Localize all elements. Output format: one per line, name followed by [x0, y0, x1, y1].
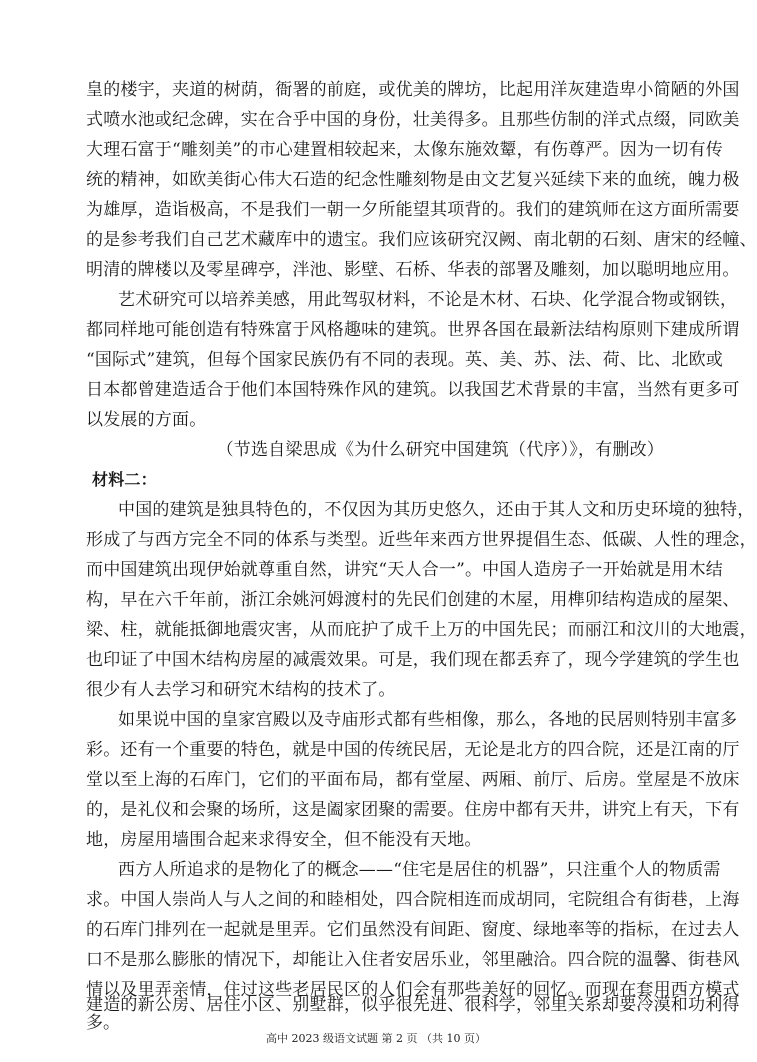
- text-line: 西方人所追求的是物化了的概念——“住宅是居住的机器”，只注重个人的物质需: [118, 860, 721, 880]
- page-footer: 高中 2023 级语文试题 第 2 页 （共 10 页）: [266, 1032, 486, 1045]
- text-line: 中国的建筑是独具特色的，不仅因为其历史悠久，还由于其人文和历史环境的独特，: [118, 500, 755, 520]
- source-note: （节选自梁思成《为什么研究中国建筑（代序）》，有删改）: [216, 440, 664, 460]
- text-line: 如果说中国的皇家宫殿以及寺庙形式都有些相像，那么，各地的民居则特别丰富多: [118, 710, 738, 730]
- section-heading: 材料二：: [92, 470, 157, 489]
- text-line: 为雄厚，造诣极高，不是我们一朝一夕所能望其项背的。我们的建筑师在这方面所需要: [86, 200, 740, 220]
- text-line: 日本都曾建造适合于他们本国特殊作风的建筑。以我国艺术背景的丰富，当然有更多可: [86, 380, 740, 400]
- text-line: 堂以至上海的石库门，它们的平面布局，都有堂屋、两厢、前厅、后房。堂屋是不放床: [86, 770, 740, 790]
- text-line: 皇的楼宇，夹道的树荫，衙署的前庭，或优美的牌坊，比起用洋灰建造卑小简陋的外国: [86, 80, 740, 100]
- text-line: 式喷水池或纪念碑，实在合乎中国的身份，壮美得多。且那些仿制的洋式点缀，同欧美: [86, 110, 740, 130]
- text-line: 大理石富于“雕刻美”的市心建置相较起来，太像东施效颦，有伤尊严。因为一切有传: [86, 140, 723, 160]
- text-line: 口不是那么膨胀的情况下，却能让入住者安居乐业，邻里融洽。四合院的温馨、街巷风: [86, 950, 740, 970]
- text-line: 建造的新公房、居住小区、别墅群，似乎很先进、很科学，邻里关系却要冷漠和功利得: [86, 995, 740, 1015]
- text-line: “国际式”建筑，但每个国家民族仍有不同的表现。英、美、苏、法、荷、比、北欧或: [86, 350, 723, 370]
- text-line-tail: 多。: [86, 1013, 120, 1033]
- text-line: 梁、柱，就能抵御地震灾害，从而庇护了成千上万的中国先民；而丽江和汶川的大地震，: [86, 620, 757, 640]
- text-line: 很少有人去学习和研究木结构的技术了。: [86, 680, 396, 700]
- text-line: 以发展的方面。: [86, 410, 207, 430]
- text-line: 明清的牌楼以及零星碑亭，泮池、影壁、石桥、华表的部署及雕刻，加以聪明地应用。: [86, 260, 740, 280]
- text-line: 的，是礼仪和会聚的场所，这是阖家团聚的需要。住房中都有天井，讲究上有天，下有: [86, 800, 740, 820]
- text-line: 彩。还有一个重要的特色，就是中国的传统民居，无论是北方的四合院，还是江南的厅: [86, 740, 740, 760]
- text-line: 艺术研究可以培养美感，用此驾驭材料，不论是木材、石块、化学混合物或钢铁，: [118, 290, 738, 310]
- text-line: 都同样地可能创造有特殊富于风格趣味的建筑。世界各国在最新法结构原则下建成所谓: [86, 320, 740, 340]
- text-line: 情以及里弄亲情，住过这些老居民区的人们会有那些美好的回忆。而现在套用西方模式: [86, 980, 740, 1000]
- text-line: 地，房屋用墙围合起来求得安全，但不能没有天地。: [86, 830, 482, 850]
- text-line: 求。中国人崇尚人与人之间的和睦相处，四合院相连而成胡同，宅院组合有街巷，上海: [86, 890, 740, 910]
- text-line: 的石库门排列在一起就是里弄。它们虽然没有间距、窗度、绿地率等的指标，在过去人: [86, 920, 740, 940]
- text-line: 统的精神，如欧美街心伟大石造的纪念性雕刻物是由文艺复兴延续下来的血统，魄力极: [86, 170, 740, 190]
- text-line: 而中国建筑出现伊始就尊重自然，讲究“天人合一”。中国人造房子一开始就是用木结: [86, 560, 723, 580]
- text-line: 的是参考我们自己艺术藏库中的遗宝。我们应该研究汉阙、南北朝的石刻、唐宋的经幢、: [86, 230, 757, 250]
- text-line: 形成了与西方完全不同的体系与类型。近些年来西方世界提倡生态、低碳、人性的理念，: [86, 530, 757, 550]
- text-line: 也印证了中国木结构房屋的减震效果。可是，我们现在都丢弃了，现今学建筑的学生也: [86, 650, 740, 670]
- text-line: 构，早在六千年前，浙江余姚河姆渡村的先民们创建的木屋，用榫卯结构造成的屋架、: [86, 590, 740, 610]
